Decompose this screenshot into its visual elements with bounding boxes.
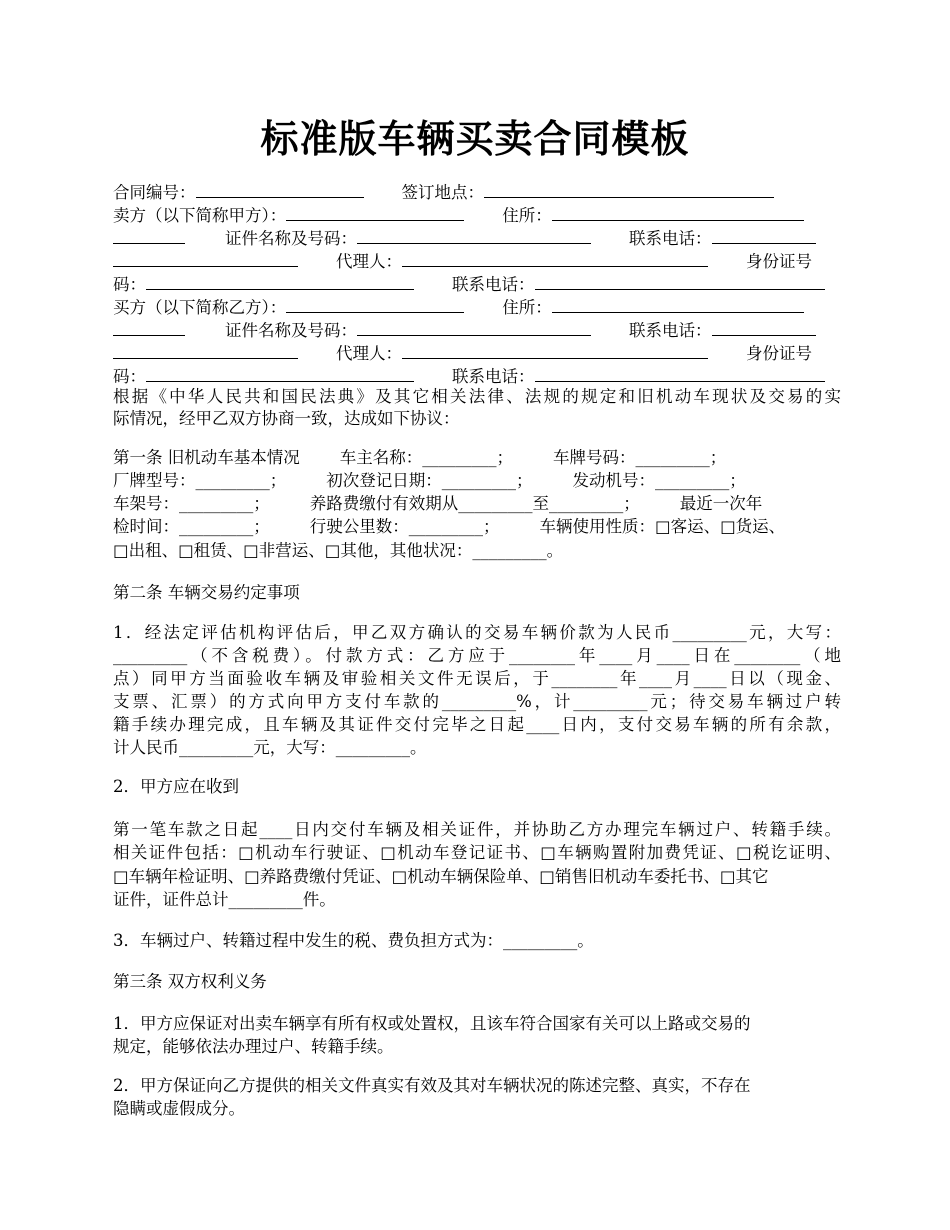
seller-line: 卖方（以下简称甲方）： 住所： [113,204,841,227]
art2-p1-line-3: 点）同甲方当面验收车辆及审验相关文件无误后，于________年____月____日以（现金、 [113,669,841,688]
buyer-id-line: 证件名称及号码： 联系电话： [113,319,841,342]
art2-p3-line-4: 证件，证件总计_________件。 [113,890,336,909]
seller-idno-line: 码： 联系电话： [113,273,841,296]
art2-p1-line-5: 籍手续办理完成，且车辆及其证件交付完毕之日起____日内，支付交易车辆的所有余款， [113,715,841,734]
buyer-agent-line: 代理人： 身份证号 [113,342,841,365]
buyer-line: 买方（以下简称乙方）： 住所： [113,296,841,319]
art2-p3-line-2: 相关证件包括：□机动车行驶证、□机动车登记证书、□车辆购置附加费凭证、□税讫证明、 [113,843,841,862]
art2-p1-line-4: 支票、汇票）的方式向甲方支付车款的_________%，计_________元；待交易车辆过户转 [113,692,841,711]
art1-line-2: 厂牌型号：_________； 初次登记日期：_________； 发动机号：_________； [113,471,746,490]
art2-p1-line-1: 1．经法定评估机构评估后，甲乙双方确认的交易车辆价款为人民币_________元，大写： [113,623,841,642]
art2-heading: 第二条 车辆交易约定事项 [113,583,300,602]
art2-p1-line-6: 计人民币_________元，大写：_________。 [113,738,427,757]
art2-p3-line-1: 第一笔车款之日起____日内交付车辆及相关证件，并协助乙方办理完车辆过户、转籍手续。 [113,820,841,839]
document-title: 标准版车辆买卖合同模板 [260,117,690,161]
art2-p4: 3．车辆过户、转籍过程中发生的税、费负担方式为：_________。 [113,931,594,950]
intro-line-2: 际情况，经甲乙双方协商一致，达成如下协议： [113,409,460,428]
art2-p3-line-3: □车辆年检证明、□养路费缴付凭证、□机动车辆保险单、□销售旧机动车委托书、□其它 [113,867,769,886]
art3-p1-line-2: 规定，能够依法办理过户、转籍手续。 [113,1037,394,1056]
art1-line-5: □出租、□租赁、□非营运、□其他，其他状况：_________。 [113,541,564,560]
art3-p1-line-1: 1．甲方应保证对出卖车辆享有所有权或处置权，且该车符合国家有关可以上路或交易的 [113,1014,751,1033]
art1-line-1: 第一条 旧机动车基本情况 车主名称：_________； 车牌号码：_________； [113,448,727,467]
intro-line-1: 根据《中华人民共和国民法典》及其它相关法律、法规的规定和旧机动车现状及交易的实 [113,387,841,406]
art1-line-4: 检时间：_________； 行驶公里数：_________； 车辆使用性质：□客运、□货运、 [113,517,786,536]
art3-p2-line-2: 隐瞒或虚假成分。 [113,1099,245,1118]
header-line-1: 合同编号： 签订地点： [113,181,841,204]
seller-id-line: 证件名称及号码： 联系电话： [113,227,841,250]
art2-p2: 2．甲方应在收到 [113,777,239,796]
art2-p1-line-2: _________（不含税费）。付款方式：乙方应于________年____月____日在________（地 [113,646,841,665]
art3-heading: 第三条 双方权利义务 [113,972,267,991]
art3-p2-line-1: 2．甲方保证向乙方提供的相关文件真实有效及其对车辆状况的陈述完整、真实，不存在 [113,1076,751,1095]
seller-agent-line: 代理人： 身份证号 [113,250,841,273]
art1-line-3: 车架号：_________； 养路费缴付有效期从_________至_________； 最近一次年 [113,494,763,513]
buyer-idno-line: 码： 联系电话： [113,365,841,388]
